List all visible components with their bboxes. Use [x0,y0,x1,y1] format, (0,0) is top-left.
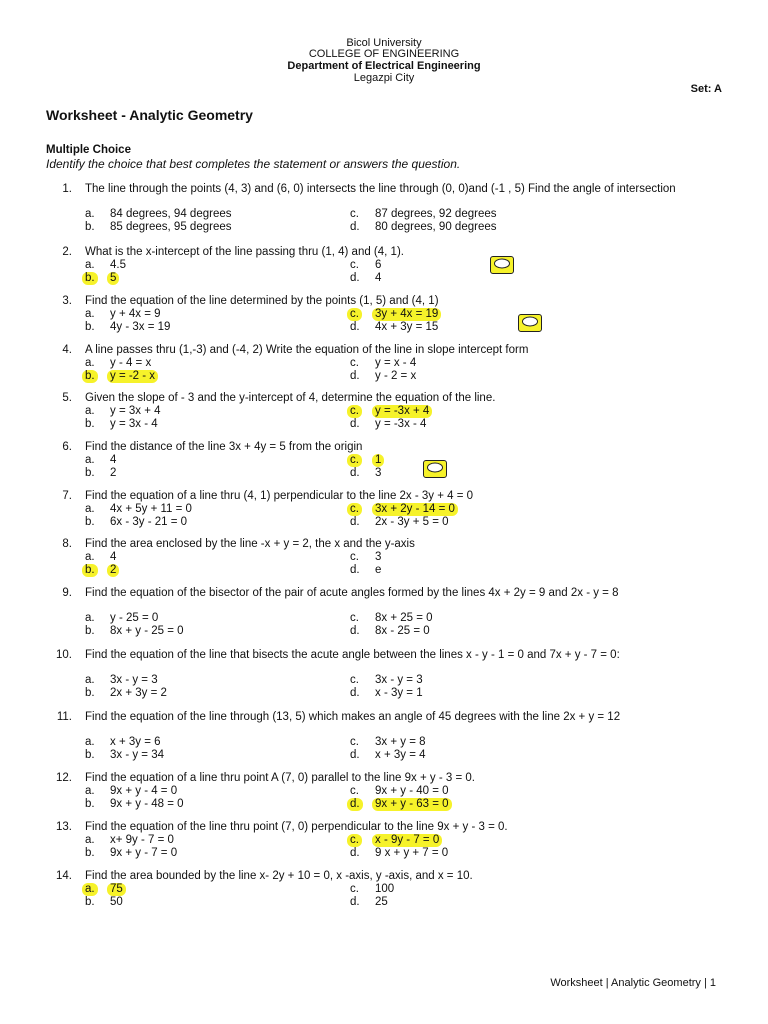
choice-value: 4 [110,454,117,466]
choice-value: x + 3y = 6 [110,736,161,748]
choice-letter: d. [350,516,360,528]
question-number: 7. [62,490,72,502]
choice-letter: a. [85,308,95,320]
question-number: 8. [62,538,72,550]
choice-value: y = 3x + 4 [110,405,161,417]
question-text: Find the equation of the line thru point (7, 0) perpendicular to the line 9x + y - 3 = 0. [85,821,508,833]
choice-value: y - 4 = x [110,357,152,369]
choice-value: 6x - 3y - 21 = 0 [110,516,188,528]
choice-value: 8x + y - 25 = 0 [110,625,184,637]
question-text: Find the equation of the line determined by the points (1, 5) and (4, 1) [85,295,439,307]
choice-letter: d. [347,798,363,811]
choice-letter: b. [85,321,95,333]
choice-value: 8x + 25 = 0 [375,612,433,624]
choice-letter: a. [85,503,95,515]
choice-letter: c. [350,259,359,271]
choice-value: x - 9y - 7 = 0 [372,834,442,847]
choice-value: 80 degrees, 90 degrees [375,221,497,233]
choice-letter: a. [85,357,95,369]
question-text: Find the area enclosed by the line -x + y = 2, the x and the y-axis [85,538,415,550]
choice-letter: d. [350,418,360,430]
choice-value: 9x + y - 4 = 0 [110,785,178,797]
page-title: Worksheet - Analytic Geometry [46,107,253,123]
choice-value: 2x + 3y = 2 [110,687,167,699]
choice-value: 9x + y - 40 = 0 [375,785,449,797]
choice-value: 3 [375,467,382,479]
choice-value: e [375,564,382,576]
choice-letter: c. [350,612,359,624]
choice-letter: b. [85,467,95,479]
choice-value: 3x - y = 34 [110,749,165,761]
choice-value: 3y + 4x = 19 [372,308,441,321]
choice-letter: b. [82,370,98,383]
choice-value: 84 degrees, 94 degrees [110,208,232,220]
choice-value: y = -3x - 4 [375,418,427,430]
question-text: Find the equation of a line thru point A (7, 0) parallel to the line 9x + y - 3 = 0. [85,772,475,784]
question-text: Find the distance of the line 3x + 4y = 5 from the origin [85,441,363,453]
comment-icon[interactable] [518,314,542,332]
choice-letter: c. [347,308,362,321]
question-number: 11. [56,711,72,723]
question-text: What is the x-intercept of the line passing thru (1, 4) and (4, 1). [85,246,404,258]
choice-value: x+ 9y - 7 = 0 [110,834,174,846]
comment-icon[interactable] [423,460,447,478]
choice-value: y = x - 4 [375,357,417,369]
choice-letter: a. [85,405,95,417]
choice-value: 4 [375,272,382,284]
choice-letter: a. [85,834,95,846]
choice-value: y + 4x = 9 [110,308,161,320]
question-number: 4. [62,344,72,356]
choice-value: 4.5 [110,259,126,271]
section-heading: Multiple Choice [46,144,131,156]
choice-value: x + 3y = 4 [375,749,426,761]
choice-letter: c. [350,208,359,220]
choice-letter: d. [350,467,360,479]
choice-letter: d. [350,749,360,761]
choice-value: 4x + 5y + 11 = 0 [110,503,192,515]
choice-letter: d. [350,564,360,576]
set-label: Set: A [690,83,722,95]
choice-value: 5 [107,272,119,285]
choice-letter: a. [85,551,95,563]
choice-letter: c. [350,674,359,686]
choice-letter: a. [85,259,95,271]
instructions: Identify the choice that best completes the statement or answers the question. [46,157,461,171]
choice-value: 3x + y = 8 [375,736,426,748]
choice-value: 3x + 2y - 14 = 0 [372,503,458,516]
question-number: 13. [56,821,72,833]
college-name: COLLEGE OF ENGINEERING [308,48,460,60]
choice-letter: a. [82,883,98,896]
choice-value: 2x - 3y + 5 = 0 [375,516,449,528]
question-text: Find the equation of the line that bisects the acute angle between the lines x - y - 1 = 0 and 7x + y - 7 = 0: [85,649,620,661]
choice-value: 6 [375,259,382,271]
choice-value: 4 [110,551,117,563]
choice-letter: a. [85,785,95,797]
question-text: Find the area bounded by the line x- 2y + 10 = 0, x -axis, y -axis, and x = 10. [85,870,473,882]
choice-letter: a. [85,612,95,624]
city-name: Legazpi City [353,72,415,84]
choice-value: 75 [107,883,126,896]
choice-value: 2 [107,564,119,577]
question-number: 14. [56,870,72,882]
choice-letter: b. [85,625,95,637]
choice-letter: b. [85,221,95,233]
choice-value: y = -3x + 4 [372,405,432,418]
question-number: 12. [56,772,72,784]
choice-value: 9 x + y + 7 = 0 [375,847,449,859]
question-text: Find the equation of a line thru (4, 1) perpendicular to the line 2x - 3y + 4 = 0 [85,490,474,502]
comment-icon[interactable] [490,256,514,274]
choice-letter: c. [350,357,359,369]
question-text: A line passes thru (1,-3) and (-4, 2) Write the equation of the line in slope intercept form [85,344,529,356]
choice-letter: c. [347,454,362,467]
choice-letter: b. [85,418,95,430]
choice-letter: c. [347,503,362,516]
question-number: 2. [62,246,72,258]
choice-letter: b. [82,564,98,577]
choice-letter: a. [85,208,95,220]
choice-value: 4y - 3x = 19 [110,321,171,333]
choice-letter: c. [347,405,362,418]
choice-letter: d. [350,847,360,859]
choice-letter: d. [350,370,360,382]
choice-value: 8x - 25 = 0 [375,625,430,637]
choice-value: 50 [110,896,123,908]
choice-letter: d. [350,321,360,333]
question-text: Given the slope of - 3 and the y-intercept of 4, determine the equation of the line. [85,392,496,404]
choice-letter: c. [350,883,359,895]
choice-letter: c. [350,785,359,797]
choice-letter: b. [85,749,95,761]
question-number: 9. [62,587,72,599]
question-number: 5. [62,392,72,404]
choice-value: 25 [375,896,388,908]
choice-letter: b. [82,272,98,285]
choice-value: 85 degrees, 95 degrees [110,221,232,233]
department-name: Department of Electrical Engineering [287,60,481,72]
choice-letter: d. [350,625,360,637]
choice-value: 3x - y = 3 [375,674,423,686]
question-text: Find the equation of the line through (13, 5) which makes an angle of 45 degrees with the line 2x + y = 12 [85,711,621,723]
choice-letter: a. [85,674,95,686]
choice-value: x - 3y = 1 [375,687,423,699]
question-number: 1. [62,183,72,195]
university-name: Bicol University [346,37,422,49]
choice-letter: c. [350,551,359,563]
choice-value: y = 3x - 4 [110,418,158,430]
choice-letter: b. [85,687,95,699]
choice-value: 3x - y = 3 [110,674,158,686]
page-footer: Worksheet | Analytic Geometry | 1 [550,977,716,989]
choice-letter: b. [85,896,95,908]
choice-value: 9x + y - 63 = 0 [372,798,452,811]
choice-letter: a. [85,454,95,466]
choice-value: 9x + y - 48 = 0 [110,798,184,810]
choice-letter: d. [350,896,360,908]
question-number: 6. [62,441,72,453]
choice-value: 2 [110,467,117,479]
choice-value: 100 [375,883,395,895]
question-number: 3. [62,295,72,307]
choice-letter: b. [85,516,95,528]
choice-letter: b. [85,798,95,810]
choice-value: y = -2 - x [107,370,158,383]
choice-value: 4x + 3y = 15 [375,321,439,333]
choice-letter: d. [350,221,360,233]
question-text: The line through the points (4, 3) and (6, 0) intersects the line through (0, 0)and (-1 , 5) Find the angle of intersection [85,183,676,195]
choice-value: 3 [375,551,382,563]
choice-letter: c. [347,834,362,847]
choice-value: 9x + y - 7 = 0 [110,847,178,859]
question-number: 10. [56,649,72,661]
choice-letter: d. [350,272,360,284]
choice-value: y - 2 = x [375,370,417,382]
choice-letter: d. [350,687,360,699]
choice-value: y - 25 = 0 [110,612,159,624]
choice-value: 87 degrees, 92 degrees [375,208,497,220]
choice-letter: c. [350,736,359,748]
question-text: Find the equation of the bisector of the pair of acute angles formed by the lines 4x + 2y = 9 and 2x - y = 8 [85,587,619,599]
choice-letter: b. [85,847,95,859]
choice-letter: a. [85,736,95,748]
choice-value: 1 [372,454,384,467]
